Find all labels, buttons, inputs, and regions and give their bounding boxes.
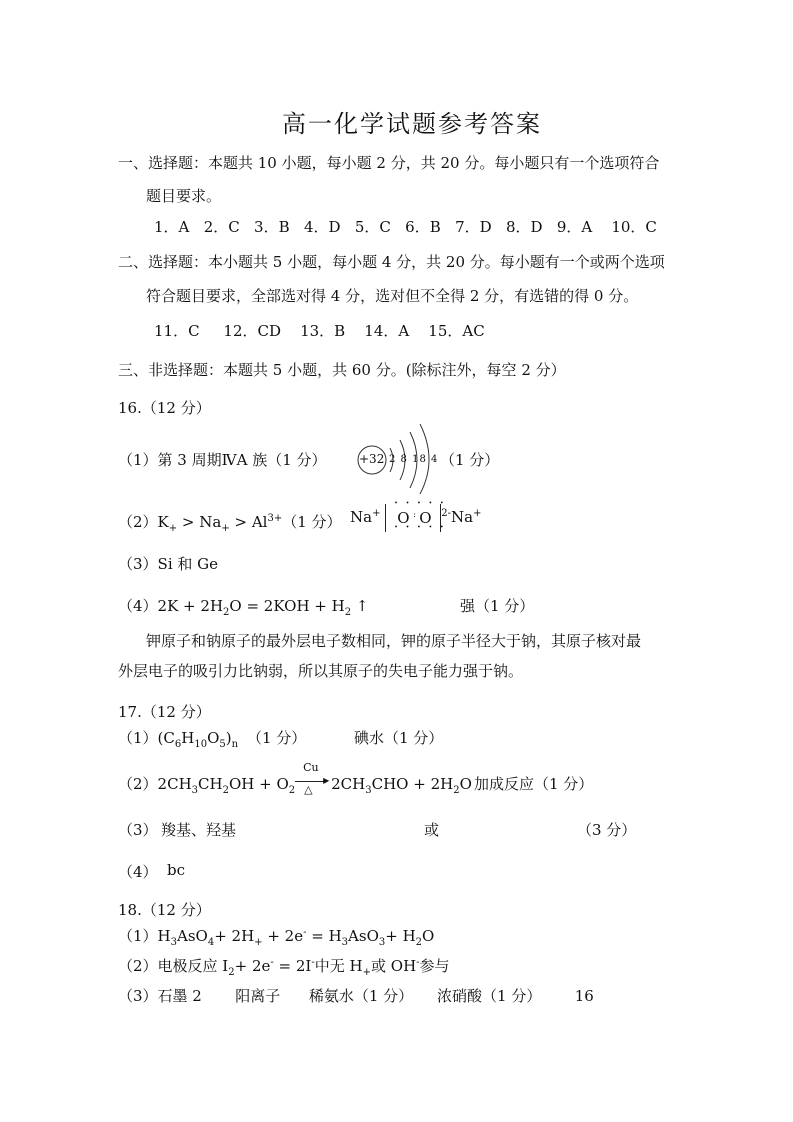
q17-part2-equation: $(2)2CH_3CH_2OH + O_2$ Cu ▶ △ $2CH_3CHO + 2H_2O$: [118, 761, 472, 796]
q17-part1: $(1)(C_6H_{10}O_5)_n$: [118, 729, 239, 750]
lewis-structure-na2o2: Na+ • • • • • O : O • • • • • $^{2-}$Na+: [350, 500, 482, 531]
q17-part3-or: 或: [424, 821, 440, 839]
q16-header: 16.（12 分）: [118, 399, 211, 417]
nucleus-label: +32: [359, 452, 385, 466]
answer-10: 10．C: [611, 218, 657, 236]
q17-part1-reagent: 碘水（1 分）: [354, 729, 444, 747]
q17-part4-label: （4）: [118, 863, 158, 881]
section1-heading-cont: 题目要求。: [146, 187, 222, 205]
answer-8: 8．D: [505, 218, 543, 236]
answer-6: 6．B: [405, 218, 441, 236]
q16-explanation-line2: 外层电子的吸引力比钠弱，所以其原子的失电子能力强于钠。: [118, 662, 524, 680]
q17-part2-type: 加成反应（1 分）: [474, 775, 594, 793]
q17-part4-text: bc: [167, 861, 186, 879]
section1-heading: 一、选择题：本题共 10 小题，每小题 2 分，共 20 分。每小题只有一个选项符合: [118, 154, 660, 172]
q16-part1-score: （1 分）: [440, 451, 500, 469]
answer-2: 2．C: [203, 218, 240, 236]
gas-arrow-icon: ↑: [355, 597, 369, 615]
q17-part3-text: 羧基、羟基: [161, 821, 237, 839]
q17-part3-score: （3 分）: [577, 821, 637, 839]
q16-part4-strong: 强（1 分）: [460, 597, 535, 615]
q16-part3: （3）Si 和 Ge: [118, 555, 219, 573]
section1-answers: [154, 216, 657, 237]
section2-heading: 二、选择题：本小题共 5 小题，每小题 4 分，共 20 分。每小题有一个或两个选项: [118, 253, 665, 271]
page-title: 高一化学试题参考答案: [282, 110, 542, 138]
q17-header: 17.（12 分）: [118, 703, 211, 721]
q16-part2: $(2)K_+ > Na_+ > Al^{3+}(1$ 分）: [118, 513, 342, 534]
q16-part1: （1）第 3 周期ⅣA 族（1 分）: [118, 451, 327, 469]
answer-11: 11．C: [154, 322, 200, 340]
answer-9: 9．A: [556, 218, 593, 236]
q18-header: 18.（12 分）: [118, 901, 211, 919]
reaction-arrow: Cu ▶ △: [295, 775, 331, 789]
answer-5: 5．C: [354, 218, 391, 236]
answer-14: 14．A: [364, 322, 410, 340]
section2-answers: [154, 320, 485, 341]
q18-part3: （3）石墨 2 阳离子 稀氨水（1 分） 浓硝酸（1 分） 16: [118, 987, 594, 1005]
heat-icon: △: [304, 783, 313, 796]
answer-3: 3．B: [254, 218, 290, 236]
answer-15: 15．AC: [428, 322, 485, 340]
q16-part4-equation: $(4)2K + 2H_2O = 2KOH + H_2$ ↑: [118, 597, 369, 618]
catalyst-label: Cu: [303, 761, 319, 774]
q18-part1-equation: $(1)H_3AsO_4+ 2H_+ + 2e^- = H_3AsO_3+ H_2O$: [118, 927, 435, 948]
answer-7: 7．D: [455, 218, 492, 236]
section2-heading-cont: 符合题目要求，全部选对得 4 分，选对但不全得 2 分，有选错的得 0 分。: [146, 287, 639, 305]
q16-explanation-line1: 钾原子和钠原子的最外层电子数相同，钾的原子半径大于钠，其原子核对最: [146, 632, 642, 650]
q18-part2: （2）电极反应 $I_2+ 2e^- = 2I^-$中无 $H_+$或 OH-参与: [118, 957, 450, 978]
answer-4: 4．D: [303, 218, 341, 236]
answer-13: 13．B: [300, 322, 346, 340]
lewis-bracket: • • • • • O : O • • • • •: [385, 504, 441, 532]
answer-1: 1．A: [154, 218, 190, 236]
shell-electrons: 2 8 18 4: [389, 454, 439, 465]
section3-heading: 三、非选择题：本题共 5 小题，共 60 分。(除标注外，每空 2 分）: [118, 361, 566, 379]
q17-part1-score: （1 分）: [247, 729, 307, 747]
q17-part3-label: （3）: [118, 821, 158, 839]
answer-12: 12．CD: [223, 322, 282, 340]
